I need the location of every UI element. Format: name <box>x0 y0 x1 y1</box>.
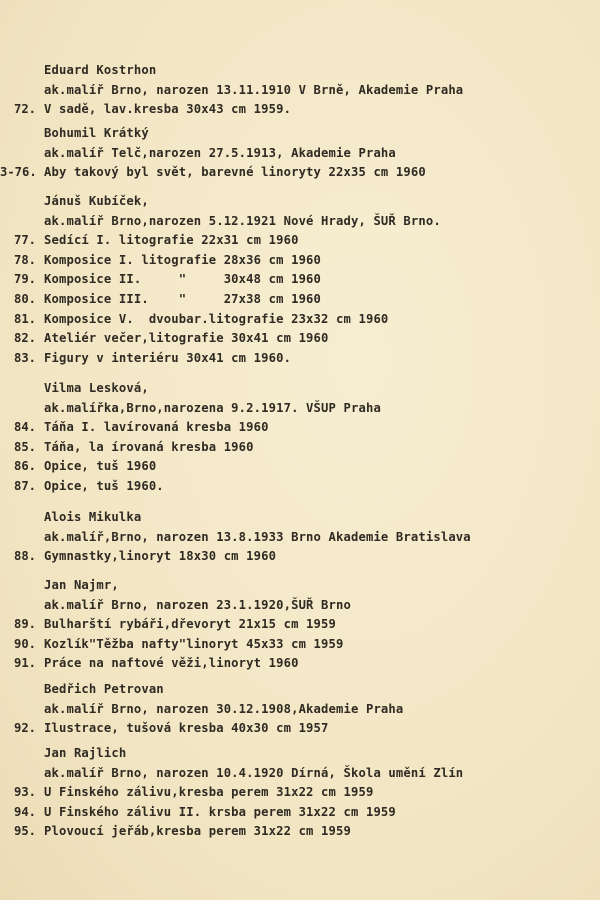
artwork-entry: Práce na naftové věži,linoryt 1960 <box>44 656 299 671</box>
artwork-entry: Ilustrace, tušová kresba 40x30 cm 1957 <box>44 721 329 736</box>
catalogue-number: 80. <box>13 292 36 306</box>
artwork-entry: Plovoucí jeřáb,kresba perem 31x22 cm 1959 <box>44 824 351 839</box>
artwork-entry: Komposice V. dvoubar.litografie 23x32 cm 1960 <box>44 311 389 326</box>
catalogue-number: 91. <box>13 656 36 671</box>
catalogue-number: 94. <box>13 804 36 819</box>
artist-name: Jan Rajlich <box>44 746 127 760</box>
artist-name: Vilma Lesková, <box>44 381 149 395</box>
catalogue-number: 3-76. <box>0 165 37 180</box>
catalogue-number: 89. <box>13 617 36 632</box>
catalogue-number: 72. <box>13 102 36 117</box>
catalogue-number: 79. <box>13 272 36 287</box>
catalogue-number: 95. <box>13 824 36 839</box>
artwork-entry: Bulharští rybáři,dřevoryt 21x15 cm 1959 <box>44 617 337 632</box>
artist-bio: ak.malíř,Brno, narozen 13.8.1933 Brno Akademie Bratislava <box>44 529 471 544</box>
catalogue-number: 90. <box>13 636 36 651</box>
artwork-entry: Táňa, la írovaná kresba 1960 <box>44 439 254 454</box>
catalogue-number: 82. <box>13 331 36 346</box>
artwork-entry: Kozlík"Těžba nafty"linoryt 45x33 cm 1959 <box>44 636 344 651</box>
artwork-entry: Komposice II. " 30x48 cm 1960 <box>44 272 322 287</box>
catalogue-number: 84. <box>13 420 36 435</box>
catalogue-number: 78. <box>13 252 36 267</box>
artwork-entry: Opice, tuš 1960. <box>44 479 164 493</box>
artwork-entry: Gymnastky,linoryt 18x30 cm 1960 <box>44 549 277 564</box>
artist-bio: ak.malíř Brno, narozen 13.11.1910 V Brně, Akademie Praha <box>44 82 464 97</box>
catalogue-number: 81. <box>13 311 36 326</box>
artwork-entry: Ateliér večer,litografie 30x41 cm 1960 <box>44 331 329 346</box>
artwork-entry: Táňa I. lavírovaná kresba 1960 <box>44 420 269 435</box>
artist-name: Jánuš Kubíček, <box>44 194 149 208</box>
artwork-entry: V sadě, lav.kresba 30x43 cm 1959. <box>44 102 292 117</box>
artist-bio: ak.malíř Telč,narozen 27.5.1913, Akademie Praha <box>44 145 396 160</box>
catalogue-number: 83. <box>13 350 36 365</box>
artist-bio: ak.malířka,Brno,narozena 9.2.1917. VŠUP Praha <box>44 400 381 415</box>
artist-name: Bedřich Petrovan <box>44 682 164 696</box>
artwork-entry: Figury v interiéru 30x41 cm 1960. <box>44 350 292 365</box>
artwork-entry: U Finského zálivu II. krsba perem 31x22 cm 1959 <box>44 804 396 819</box>
catalogue-number: 88. <box>13 549 36 564</box>
catalogue-number: 92. <box>13 721 36 736</box>
artist-name: Alois Mikulka <box>44 510 142 524</box>
artist-name: Bohumil Krátký <box>44 126 149 140</box>
artwork-entry: Komposice I. litografie 28x36 cm 1960 <box>44 252 322 267</box>
artist-name: Eduard Kostrhon <box>44 63 157 77</box>
artist-bio: ak.malíř Brno, narozen 10.4.1920 Dírná, Škola umění Zlín <box>44 765 464 780</box>
catalogue-number: 93. <box>13 785 36 800</box>
artwork-entry: Opice, tuš 1960 <box>44 459 157 474</box>
artist-bio: ak.malíř Brno, narozen 23.1.1920,ŠUŘ Brno <box>44 597 351 612</box>
artwork-entry: Komposice III. " 27x38 cm 1960 <box>44 292 322 306</box>
catalogue-number: 87. <box>13 479 36 493</box>
artist-bio: ak.malíř Brno, narozen 30.12.1908,Akademie Praha <box>44 701 404 716</box>
catalogue-number: 86. <box>13 459 36 474</box>
artwork-entry: U Finského zálivu,kresba perem 31x22 cm 1959 <box>44 785 374 800</box>
artist-bio: ak.malíř Brno,narozen 5.12.1921 Nové Hrady, ŠUŘ Brno. <box>44 213 441 228</box>
artwork-entry: Sedící I. litografie 22x31 cm 1960 <box>44 233 299 248</box>
artwork-entry: Aby takový byl svět, barevné linoryty 22x35 cm 1960 <box>44 165 426 180</box>
artist-name: Jan Najmr, <box>44 578 119 592</box>
catalogue-number: 77. <box>13 233 36 248</box>
catalogue-number: 85. <box>13 439 36 454</box>
